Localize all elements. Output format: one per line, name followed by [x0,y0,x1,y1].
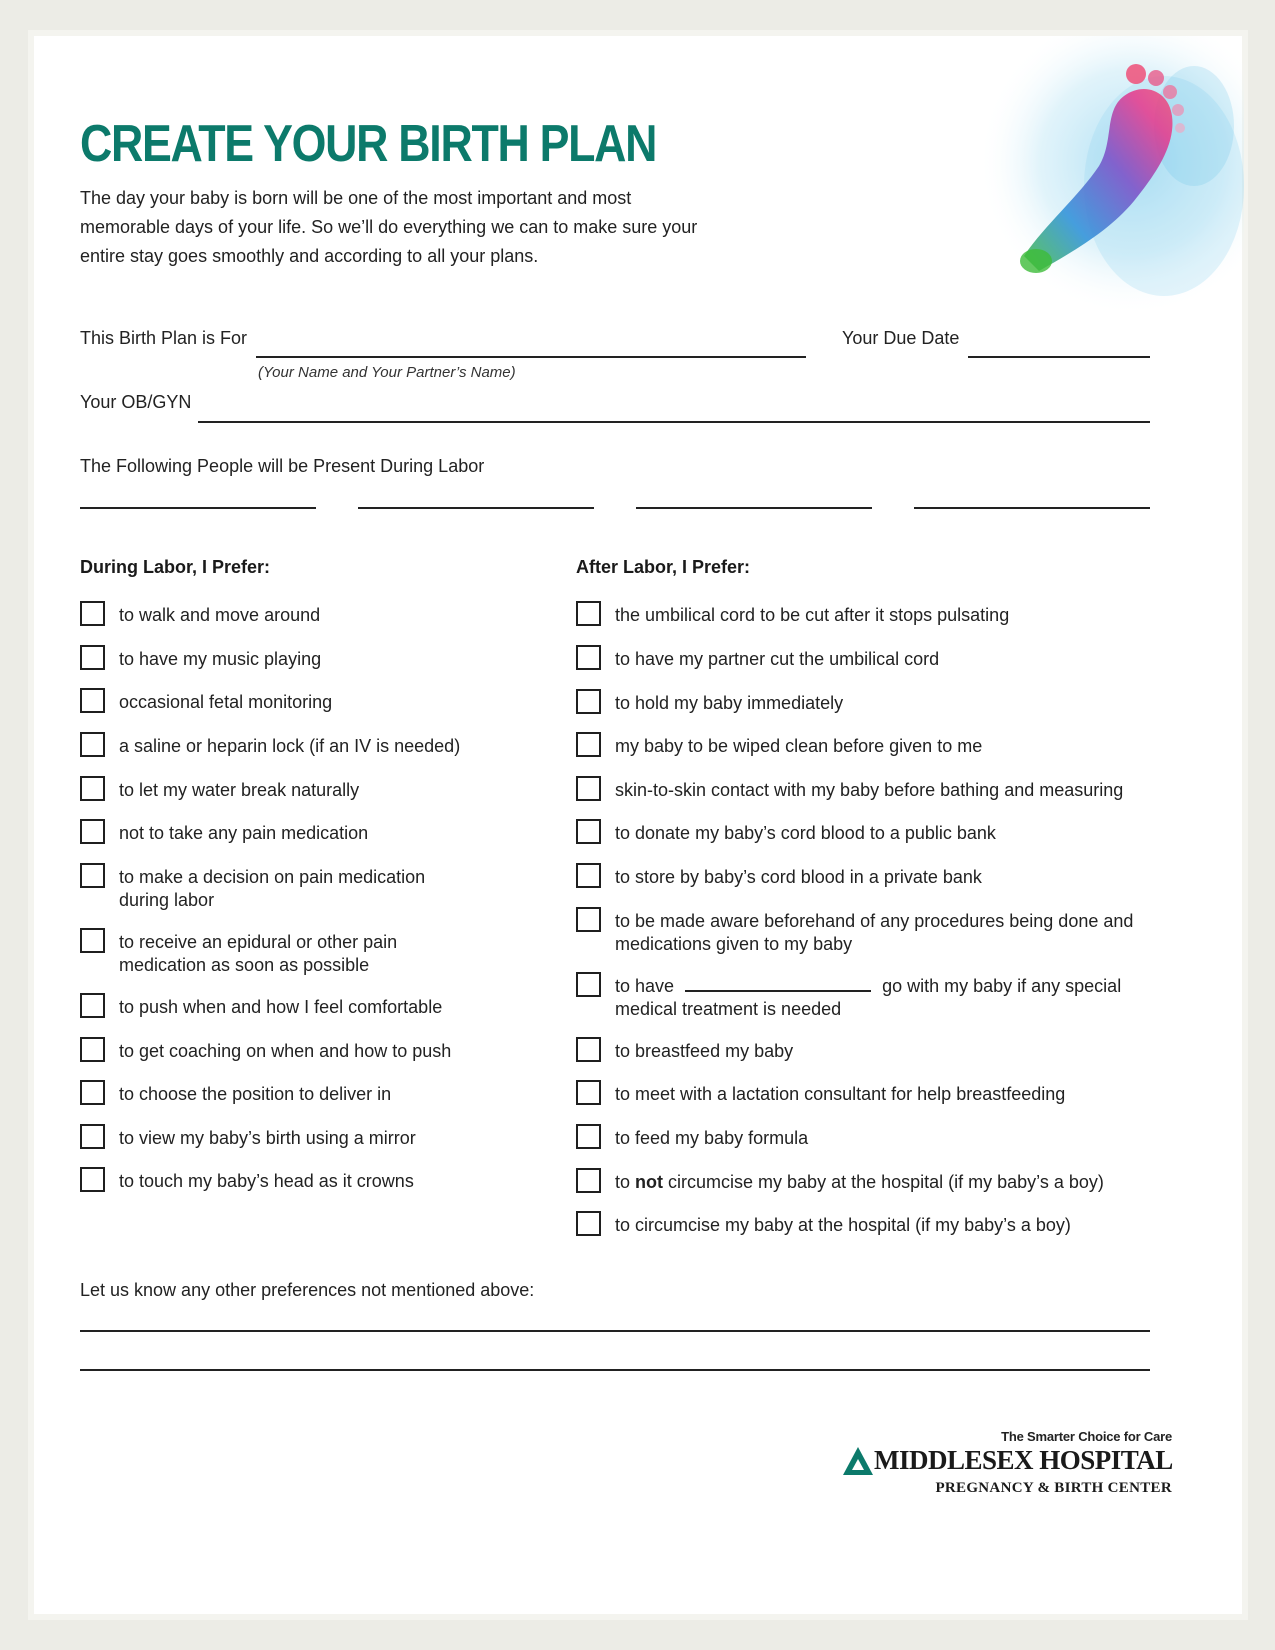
during-item-label: to make a decision on pain medication during labor [119,867,426,910]
during-item[interactable] [80,996,499,1019]
after-item[interactable] [576,692,1185,715]
after-item-text: medical treatment is needed [615,999,842,1019]
checkbox[interactable] [80,819,105,844]
during-item[interactable] [80,735,509,758]
after-item-label [615,975,1175,1021]
after-item[interactable] [576,1040,1185,1063]
after-item-label: to donate my baby’s cord blood to a public bank [615,823,996,843]
during-labor-heading: During Labor, I Prefer: [80,557,271,577]
during-item[interactable] [80,931,439,977]
after-item[interactable] [576,648,1185,671]
during-item-label: to get coaching on when and how to push [119,1041,452,1061]
checkbox[interactable] [576,863,601,888]
checkbox[interactable] [80,928,105,953]
after-item-label [615,1171,1185,1194]
after-item[interactable] [576,1127,1185,1150]
during-item-label: to walk and move around [119,605,321,625]
checkbox[interactable] [80,776,105,801]
checkbox[interactable] [576,689,601,714]
checkbox[interactable] [576,732,601,757]
checkbox[interactable] [80,732,105,757]
checkbox[interactable] [80,863,105,888]
present-field-1[interactable] [80,507,316,509]
after-item-text: go with my baby if any special [882,976,1122,996]
obgyn-field[interactable] [198,421,1150,423]
checkbox[interactable] [576,1080,601,1105]
present-field-2[interactable] [358,507,594,509]
after-item-label: to circumcise my baby at the hospital (if my baby’s a boy) [615,1215,1071,1235]
during-item-label: to receive an epidural or other pain medication as soon as possible [119,932,398,975]
during-item-label: to let my water break naturally [119,780,360,800]
other-preferences-line-2[interactable] [80,1369,1150,1371]
during-item[interactable] [80,779,489,802]
after-item-label: to meet with a lactation consultant for help breastfeeding [615,1084,1066,1104]
after-item[interactable] [576,1083,1185,1106]
checkbox[interactable] [576,1168,601,1193]
after-item[interactable] [576,910,1145,956]
during-item[interactable] [80,1040,509,1063]
obgyn-label: Your OB/GYN [80,392,192,412]
checkbox[interactable] [576,907,601,932]
present-field-4[interactable] [914,507,1150,509]
intro-paragraph: The day your baby is born will be one of the most important and most memorable days of your life. So we’ll do everything we can to make sure your entire stay goes smoothly and according to all your plans. [80,188,698,266]
after-item-label: my baby to be wiped clean before given to me [615,736,983,756]
checkbox[interactable] [576,645,601,670]
after-item[interactable] [576,975,1175,1021]
during-item[interactable] [80,866,459,912]
page-title: CREATE YOUR BIRTH PLAN [80,115,657,173]
after-item-label: to breastfeed my baby [615,1041,794,1061]
during-item-label: to touch my baby’s head as it crowns [119,1171,414,1191]
during-item[interactable] [80,648,489,671]
during-item[interactable] [80,822,489,845]
other-preferences-line-1[interactable] [80,1330,1150,1332]
checkbox[interactable] [576,972,601,997]
checkbox[interactable] [576,776,601,801]
checkbox[interactable] [80,645,105,670]
after-item[interactable] [576,604,1185,627]
checkbox[interactable] [576,1124,601,1149]
checkbox[interactable] [80,601,105,626]
plan-for-field[interactable] [256,356,806,358]
after-item[interactable] [576,866,1185,889]
after-labor-heading: After Labor, I Prefer: [576,557,751,577]
other-preferences-label: Let us know any other preferences not mentioned above: [80,1280,535,1300]
birth-plan-page [28,30,1248,1620]
during-item-label: occasional fetal monitoring [119,692,333,712]
during-item-label: a saline or heparin lock (if an IV is needed) [119,736,461,756]
after-item-emphasis: not [635,1172,664,1192]
after-item[interactable] [576,822,1185,845]
checkbox[interactable] [80,1124,105,1149]
during-item[interactable] [80,1170,489,1193]
plan-for-hint: (Your Name and Your Partner’s Name) [258,364,516,381]
checkbox[interactable] [80,1167,105,1192]
checkbox[interactable] [80,1080,105,1105]
after-item-text: to have [615,976,675,996]
after-item[interactable] [576,779,1195,802]
during-item-label: to push when and how I feel comfortable [119,997,443,1017]
after-item-label: to feed my baby formula [615,1128,809,1148]
due-date-label: Your Due Date [842,328,960,348]
during-item-label: to have my music playing [119,649,322,669]
checkbox[interactable] [80,688,105,713]
checkbox[interactable] [576,601,601,626]
hospital-logo-icon [842,1446,874,1476]
plan-for-label: This Birth Plan is For [80,328,248,348]
after-item-label: skin-to-skin contact with my baby before bathing and measuring [615,780,1124,800]
present-field-3[interactable] [636,507,872,509]
checkbox[interactable] [80,993,105,1018]
after-item-text: circumcise my baby at the hospital (if my baby’s a boy) [668,1172,1104,1192]
baby-footprint-image [964,36,1244,316]
during-item[interactable] [80,691,489,714]
after-item[interactable] [576,1171,1185,1194]
checkbox[interactable] [576,1037,601,1062]
during-item-label: to view my baby’s birth using a mirror [119,1128,416,1148]
during-item-label: not to take any pain medication [119,823,369,843]
after-item-text: to [615,1172,631,1192]
checkbox[interactable] [576,1211,601,1236]
hospital-name: MIDDLESEX HOSPITAL [874,1445,1173,1475]
after-item-label: to hold my baby immediately [615,693,844,713]
after-item-label: to have my partner cut the umbilical cord [615,649,940,669]
during-item-label: to choose the position to deliver in [119,1084,392,1104]
checkbox[interactable] [576,819,601,844]
during-item[interactable] [80,604,489,627]
during-item[interactable] [80,1083,489,1106]
birth-center-name: PREGNANCY & BIRTH CENTER [935,1480,1172,1496]
after-item-label: to store by baby’s cord blood in a private bank [615,867,982,887]
after-item[interactable] [576,1214,1185,1237]
checkbox[interactable] [80,1037,105,1062]
companion-name-field[interactable] [685,976,871,992]
during-item[interactable] [80,1127,489,1150]
after-item-label: the umbilical cord to be cut after it stops pulsating [615,605,1010,625]
present-label: The Following People will be Present During Labor [80,456,485,476]
due-date-field[interactable] [968,356,1150,358]
after-item-label: to be made aware beforehand of any procedures being done and medications given to my baby [615,911,1134,954]
tagline: The Smarter Choice for Care [1001,1429,1172,1444]
after-item[interactable] [576,735,1185,758]
